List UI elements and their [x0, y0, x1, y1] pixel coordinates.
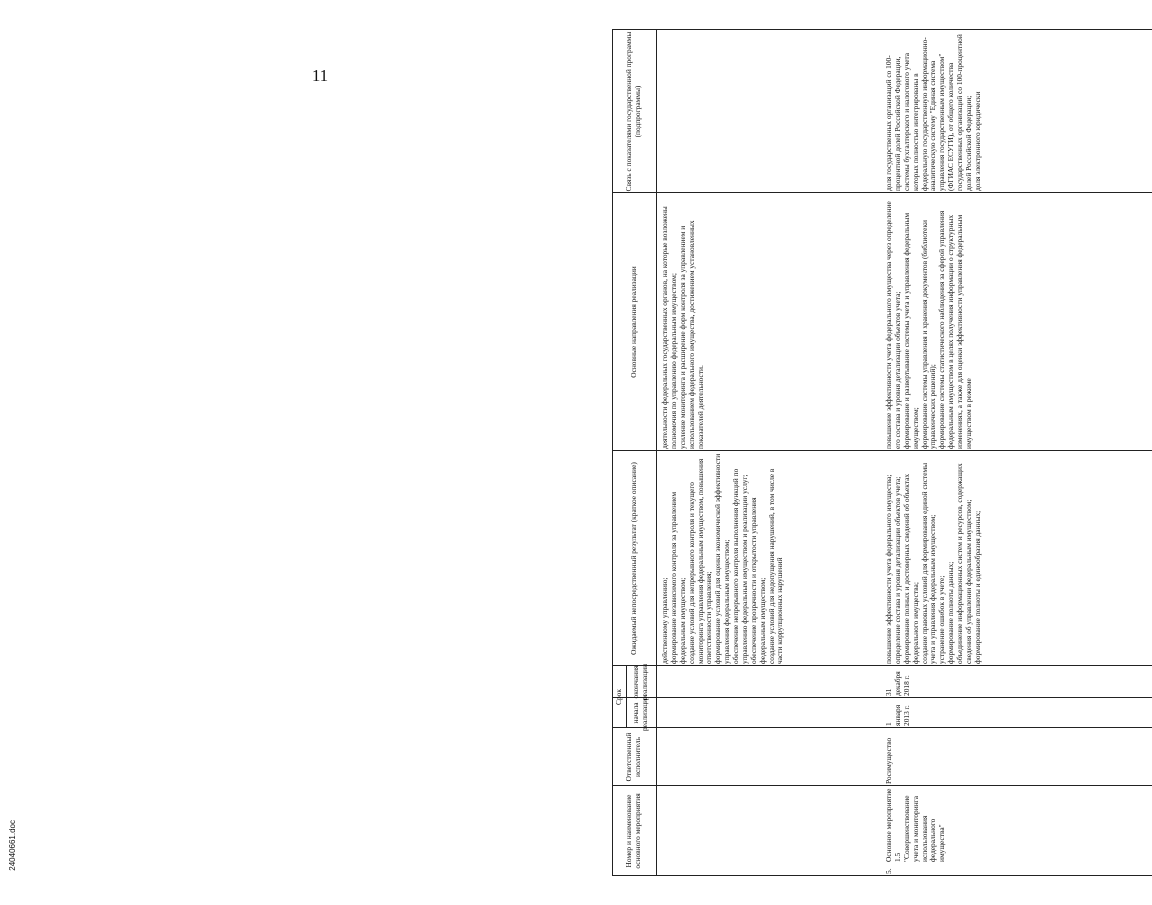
row5-name: Основное мероприятие 1.5 "Совершенствование учета и мониторинга использования федерального имущества" — [884, 788, 947, 862]
cont-result-text: действенному управлению; формирование независимого контроля за управлением федеральным имуществом; создание условий для непрерывного контроля и текущего мониторинга управления федеральным имуществом, повышения ответственности управления; формирование условий для оценки экономической эффективности управления федеральным имуществом; обеспечение непрерывного контроля выполнения функций по управлению федеральным имуществом и реализации услуг; обеспечение прозрачности и открытости управления федеральным имуществом; создание условий для недопущения нарушений, в том числе в части коррупционных нарушений — [660, 453, 785, 664]
header-end: окончания реализации — [631, 663, 649, 701]
cont-directions-text: деятельности федеральных государственных органов, на которые возложены полномочия по управлению федеральным имуществом; усиление мониторинга и расширение форм контроля за управлением и использованием федерального имущества, достижением установленных показателей деятельности. — [660, 206, 705, 449]
rotated-table — [612, 28, 1152, 876]
row5-directions: повышение эффективности учета федерального имущества через определение его состава и уровня детализации объектов учета; формирование и развертывание системы учета и управления федеральным имуществом; формирование системы управления и хранения документов (библиотеки управленческих решений); формирование системы статистического наблюдения за сферой управления федеральным имуществом в целях получения информации о структурных изменениях, а также для оценки эффективности управления федеральным имуществом в режиме — [884, 201, 973, 449]
row5-number: 5. — [884, 868, 893, 874]
header-term: Срок — [613, 689, 623, 705]
header-number-name: Номер и наименование основного мероприятия — [624, 793, 642, 869]
header-responsible: Ответственный исполнитель — [624, 732, 642, 782]
row5-end: 31 декабря 2018 г. — [884, 671, 911, 696]
table-grid — [612, 28, 1152, 876]
document-id: 24040661.doc — [8, 820, 17, 871]
row5-responsible: Росимущество — [884, 737, 893, 784]
row5-result: повышение эффективности учета федерального имущества; определение состава и уровня детализации объектов учета; формирование полных и достоверных сведений об объектах федерального имущества; создание правовых условий для формирования единой системы учета и управления федеральным имуществом; устранение ошибок в учете; формирование полноты данных; объединение информационных систем и ресурсов, содержащих сведения об управлении федеральным имуществом; формирование полноты и единообразия данных; — [884, 462, 982, 664]
header-start: начала реализации — [631, 694, 649, 732]
header-directions: Основные направления реализации — [628, 266, 638, 378]
row5-indicators: доля государственных организаций со 100-процентной долей Российской Федерации, системы бухгалтерского и налогового учета которых полностью интегрированы в федеральную государственную информационно-аналитическую систему "Единая система управления государственным имуществом" (ФГИАС ЕСУГИ), от общего количества государственных организаций со 100-процентной долей Российской Федерации; доля электронного юридически — [884, 34, 982, 191]
header-result: Ожидаемый непосредственный результат (краткое описание) — [628, 462, 638, 655]
header-indicators: Связь с показателями государственной программы (подпрограммы) — [624, 31, 642, 192]
page-number: 11 — [311, 66, 329, 85]
row5-start: 1 января 2013 г. — [884, 704, 911, 726]
